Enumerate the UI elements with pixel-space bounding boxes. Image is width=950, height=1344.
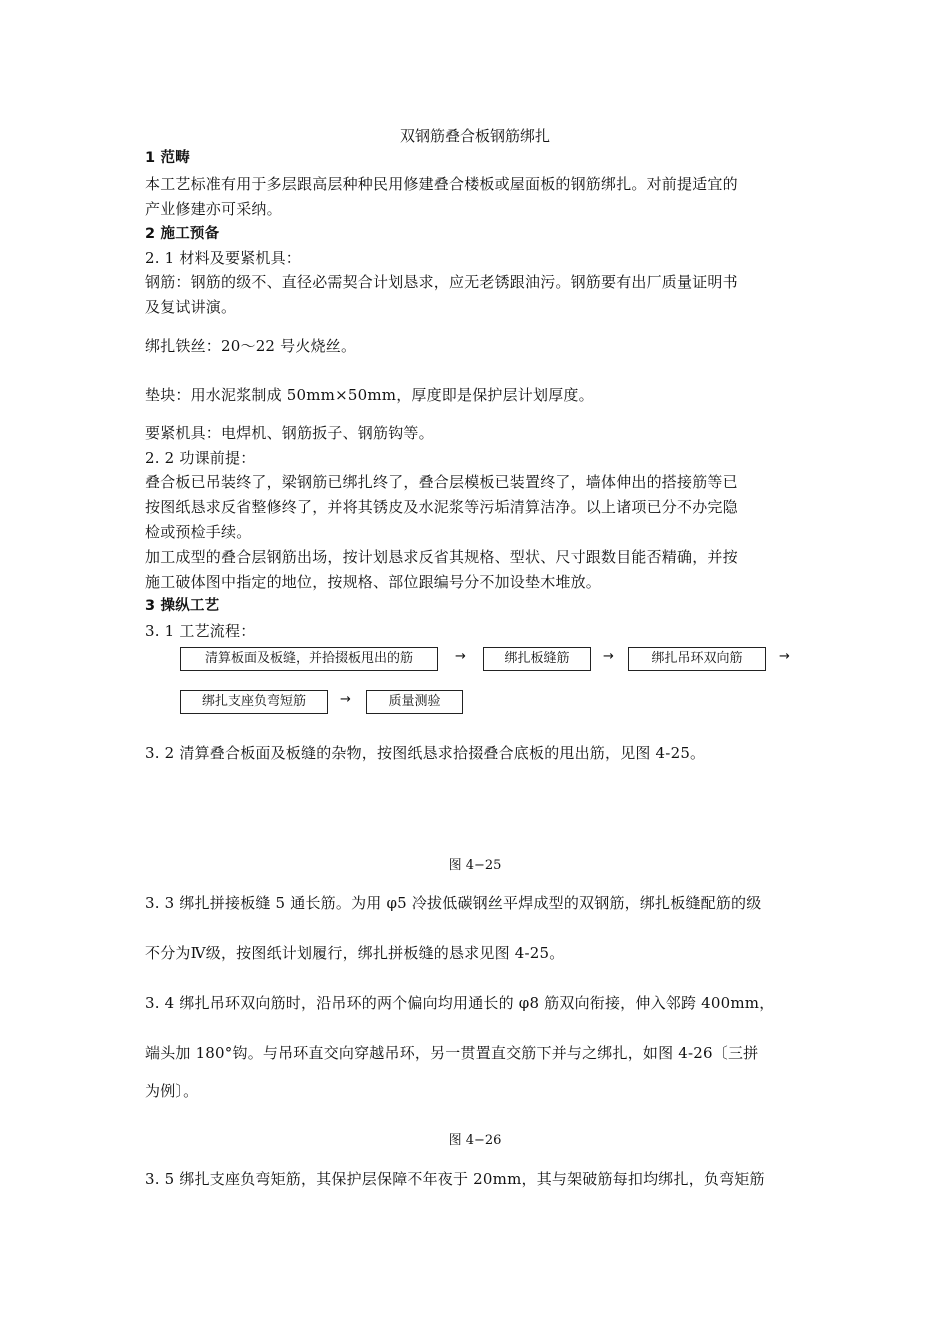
flow-step-5: 质量测验	[366, 690, 463, 714]
section-1-heading: 1 范畴	[145, 150, 190, 166]
figure-4-25-caption: 图 4−25	[448, 858, 502, 873]
step-3-4-line-2: 端头加 180°钩。与吊环直交向穿越吊环，另一贯置直交筋下并与之绑扎，如图 4-26〔三拼	[145, 1044, 759, 1062]
flow-arrow-3: →	[779, 649, 790, 664]
figure-4-26-caption: 图 4−26	[448, 1133, 502, 1148]
flow-step-2: 绑扎板缝筋	[483, 647, 591, 671]
steel-requirement-line-1: 钢筋：钢筋的级不、直径必需契合计划恳求，应无老锈跟油污。钢筋要有出厂质量证明书	[145, 273, 738, 291]
subsection-2-1-heading: 2. 1 材料及要紧机具：	[145, 249, 301, 267]
flow-step-1: 清算板面及板缝，并拾掇板甩出的筋	[180, 647, 438, 671]
steel-requirement-line-2: 及复试讲演。	[145, 298, 237, 316]
section-3-heading: 3 操纵工艺	[145, 598, 220, 614]
condition-line-4: 加工成型的叠合层钢筋出场，按计划恳求反省其规格、型状、尺寸跟数目能否精确，并按	[145, 548, 738, 566]
section-2-heading: 2 施工预备	[145, 226, 220, 242]
step-3-3-line-2: 不分为Ⅳ级，按图纸计划履行，绑扎拼板缝的恳求见图 4-25。	[145, 944, 565, 962]
subsection-3-1-heading: 3. 1 工艺流程：	[145, 622, 256, 640]
step-3-2-text: 3. 2 清算叠合板面及板缝的杂物，按图纸恳求拾掇叠合底板的甩出筋，见图 4-25。	[145, 744, 706, 762]
section-1-paragraph-line-1: 本工艺标准有用于多层跟高层种种民用修建叠合楼板或屋面板的钢筋绑扎。对前提适宜的	[145, 175, 738, 193]
section-1-paragraph-line-2: 产业修建亦可采纳。	[145, 200, 282, 218]
condition-line-1: 叠合板已吊装终了，梁钢筋已绑扎终了，叠合层模板已装置终了，墙体伸出的搭接筋等已	[145, 473, 738, 491]
step-3-3-line-1: 3. 3 绑扎拼接板缝 5 通长筋。为用 φ5 冷拔低碳钢丝平焊成型的双钢筋，绑扎板缝配筋的级	[145, 894, 762, 912]
subsection-2-2-heading: 2. 2 功课前提：	[145, 449, 256, 467]
flow-arrow-1: →	[455, 649, 466, 664]
flow-step-4: 绑扎支座负弯短筋	[180, 690, 328, 714]
condition-line-3: 检或预检手续。	[145, 523, 252, 541]
flow-arrow-4: →	[340, 692, 351, 707]
step-3-5-text: 3. 5 绑扎支座负弯矩筋，其保护层保障不年夜于 20mm，其与架破筋每扣均绑扎，负弯矩筋	[145, 1170, 765, 1188]
step-3-4-line-3: 为例〕。	[145, 1082, 199, 1100]
flow-step-3: 绑扎吊环双向筋	[628, 647, 766, 671]
binding-wire-text: 绑扎铁丝：20～22 号火烧丝。	[145, 337, 357, 355]
step-3-4-line-1: 3. 4 绑扎吊环双向筋时，沿吊环的两个偏向均用通长的 φ8 筋双向衔接，伸入邻跨 400mm，	[145, 994, 775, 1012]
condition-line-2: 按图纸恳求反省整修终了，并将其锈皮及水泥浆等污垢清算洁净。以上诸项已分不办完隐	[145, 498, 738, 516]
main-tools-text: 要紧机具：电焊机、钢筋扳子、钢筋钩等。	[145, 424, 434, 442]
condition-line-5: 施工破体图中指定的地位，按规格、部位跟编号分不加设垫木堆放。	[145, 573, 602, 591]
document-title: 双钢筋叠合板钢筋绑扎	[399, 127, 550, 145]
flow-arrow-2: →	[603, 649, 614, 664]
spacer-block-text: 垫块：用水泥浆制成 50mm×50mm，厚度即是保护层计划厚度。	[145, 386, 594, 404]
